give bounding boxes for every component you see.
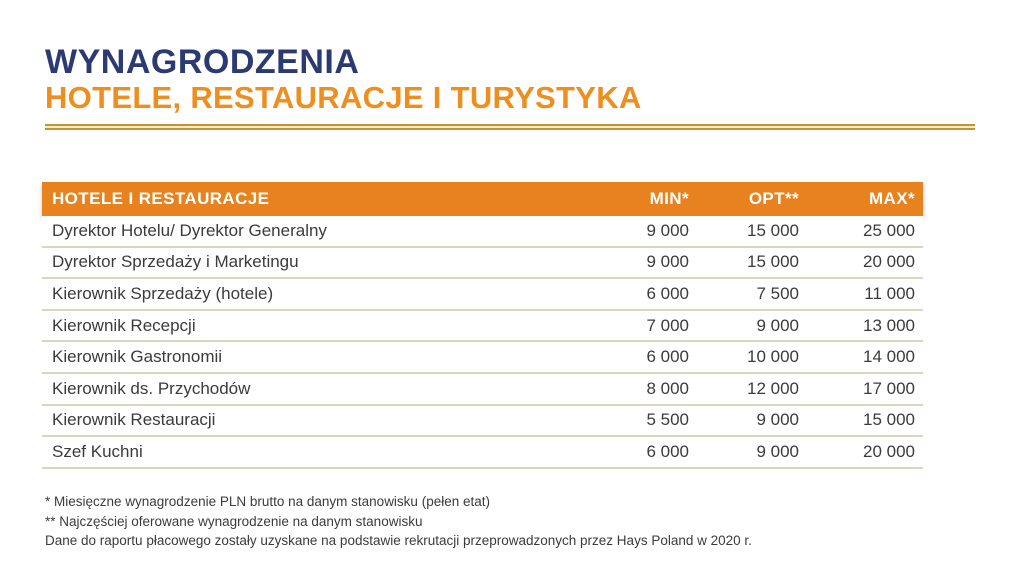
table-row <box>42 374 923 406</box>
max-cell: 20 000 <box>863 441 915 461</box>
table-row <box>42 311 923 343</box>
report-header <box>45 44 975 130</box>
opt-cell: 9 000 <box>756 315 799 335</box>
position-cell: Szef Kuchni <box>52 441 143 461</box>
table-row <box>42 216 923 248</box>
min-cell: 6 000 <box>646 441 689 461</box>
max-cell: 20 000 <box>863 252 915 272</box>
table-row <box>42 437 923 469</box>
position-cell: Dyrektor Sprzedaży i Marketingu <box>52 252 299 272</box>
min-cell: 6 000 <box>646 347 689 367</box>
footnote-source: Dane do raportu płacowego zostały uzyskane na podstawie rekrutacji przeprowadzonych przez Hays Poland w 2020 r. <box>45 533 752 548</box>
min-cell: 9 000 <box>646 252 689 272</box>
salary-table <box>42 182 923 469</box>
table-header-max: MAX* <box>869 189 915 208</box>
title-divider <box>45 124 975 130</box>
min-cell: 7 000 <box>646 315 689 335</box>
page-subtitle: HOTELE, RESTAURACJE I TURYSTYKA <box>45 79 642 115</box>
min-cell: 8 000 <box>646 378 689 398</box>
position-cell: Kierownik Recepcji <box>52 315 196 335</box>
position-cell: Dyrektor Hotelu/ Dyrektor Generalny <box>52 220 327 240</box>
position-cell: Kierownik Restauracji <box>52 410 216 430</box>
page-title: WYNAGRODZENIA <box>45 43 360 81</box>
table-header-opt: OPT** <box>748 189 799 208</box>
max-cell: 14 000 <box>863 347 915 367</box>
table-row <box>42 406 923 438</box>
position-cell: Kierownik Gastronomii <box>52 347 223 367</box>
opt-cell: 15 000 <box>747 252 799 272</box>
max-cell: 15 000 <box>863 410 915 430</box>
position-cell: Kierownik Sprzedaży (hotele) <box>52 283 274 303</box>
opt-cell: 9 000 <box>756 410 799 430</box>
footnotes <box>45 492 975 551</box>
opt-cell: 7 500 <box>756 283 799 303</box>
opt-cell: 15 000 <box>747 220 799 240</box>
opt-cell: 10 000 <box>747 347 799 367</box>
max-cell: 13 000 <box>863 315 915 335</box>
table-header-row <box>42 182 923 216</box>
table-row <box>42 279 923 311</box>
opt-cell: 12 000 <box>747 378 799 398</box>
max-cell: 11 000 <box>864 283 915 303</box>
min-cell: 6 000 <box>646 283 689 303</box>
min-cell: 5 500 <box>646 410 689 430</box>
max-cell: 25 000 <box>863 220 915 240</box>
position-cell: Kierownik ds. Przychodów <box>52 378 251 398</box>
table-row <box>42 342 923 374</box>
table-row <box>42 248 923 280</box>
opt-cell: 9 000 <box>756 441 799 461</box>
footnote-min-max: * Miesięczne wynagrodzenie PLN brutto na danym stanowisku (pełen etat) <box>45 494 490 509</box>
table-header-category: HOTELE I RESTAURACJE <box>52 189 270 208</box>
table-header-min: MIN* <box>649 189 689 208</box>
max-cell: 17 000 <box>863 378 915 398</box>
min-cell: 9 000 <box>646 220 689 240</box>
footnote-opt: ** Najczęściej oferowane wynagrodzenie na danym stanowisku <box>45 513 423 529</box>
